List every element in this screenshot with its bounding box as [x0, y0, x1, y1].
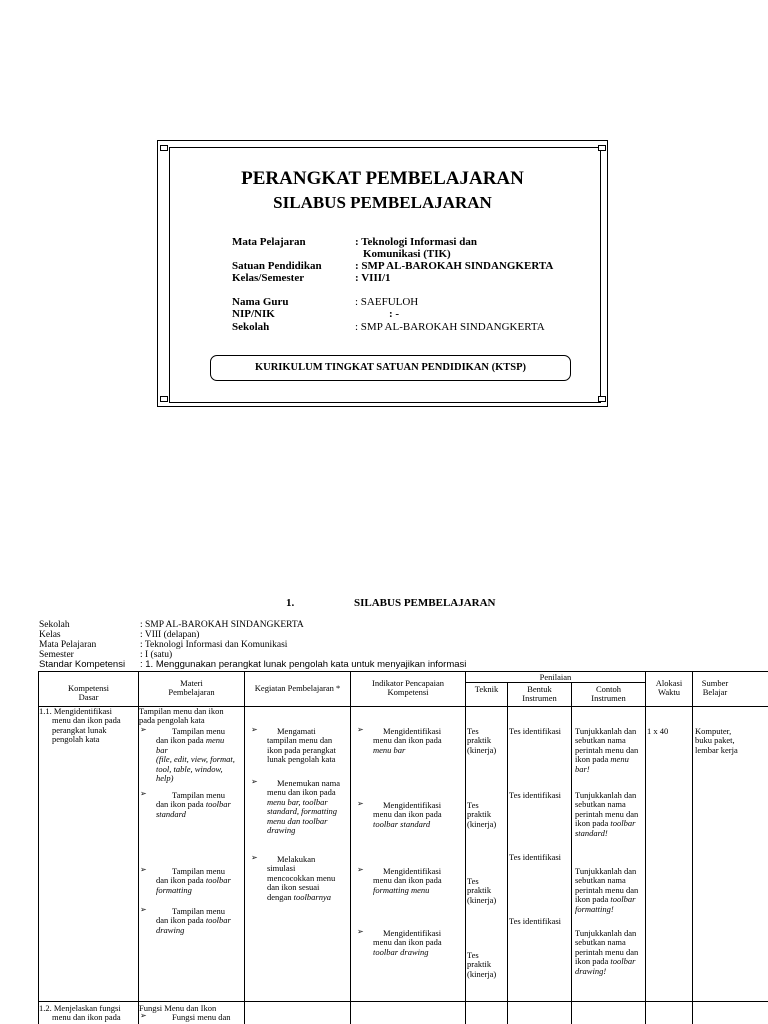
kegiatan-line: mencocokkan menu — [267, 872, 336, 883]
info-guru-value: : SAEFULOH — [355, 296, 419, 308]
contoh-a — [575, 727, 645, 774]
teknik-line: Tes — [467, 800, 479, 810]
meta-semester-label: Semester — [39, 650, 74, 660]
contoh-c — [575, 867, 645, 914]
table-rule — [571, 682, 572, 1024]
indikator-item-d — [373, 929, 465, 957]
header-bentuk — [508, 685, 571, 704]
bentuk-b: Tes identifikasi — [509, 790, 562, 800]
bullet-arrow-icon: ➢ — [357, 799, 364, 808]
kegiatan-item-c — [267, 855, 350, 902]
materi-line: dan ikon pada — [156, 735, 204, 746]
materi-cell-2-item: Fungsi menu dan — [172, 1012, 231, 1022]
indikator-italic: formatting menu — [373, 884, 430, 895]
contoh-line: perintah menu dan — [575, 808, 639, 819]
materi-line: Tampilan menu — [172, 726, 225, 736]
table-rule — [350, 671, 351, 1024]
info-kelas-value: : VIII/1 — [355, 272, 391, 284]
meta-semester-value: : I (satu) — [140, 650, 173, 660]
kd-line: pengolah kata — [52, 734, 100, 745]
bullet-arrow-icon: ➢ — [251, 725, 258, 734]
section-title: SILABUS PEMBELAJARAN — [354, 597, 496, 609]
indikator-line: menu dan ikon pada — [373, 937, 442, 948]
table-rule — [38, 671, 768, 672]
indikator-item-b — [373, 801, 465, 829]
header-kd-line2: Dasar — [78, 692, 99, 703]
kegiatan-italic: menu bar, toolbar — [267, 796, 328, 807]
contoh-italic: drawing! — [575, 965, 607, 976]
header-alokasi-line2: Waktu — [658, 687, 680, 698]
materi-item-a — [156, 727, 244, 783]
header-contoh — [572, 685, 645, 704]
meta-mapel-value: : Teknologi Informasi dan Komunikasi — [140, 640, 288, 650]
materi-italic: toolbar — [205, 875, 231, 886]
teknik-line: (kinerja) — [467, 894, 497, 905]
bullet-arrow-icon: ➢ — [251, 777, 258, 786]
header-sumber-line1: Sumber — [701, 678, 729, 688]
teknik-d — [467, 951, 507, 979]
kegiatan-line: Menemukan nama — [277, 778, 341, 788]
sumber-line: buku paket, — [695, 735, 735, 746]
header-kd — [39, 684, 138, 703]
kegiatan-line: simulasi — [267, 863, 296, 874]
materi-cell-2: Fungsi Menu dan Ikon — [139, 1003, 217, 1013]
contoh-italic: formatting! — [575, 903, 614, 914]
contoh-line: perintah menu dan — [575, 744, 639, 755]
contoh-line: sebutkan nama — [575, 735, 626, 746]
table-rule — [38, 1001, 768, 1002]
contoh-line: sebutkan nama — [575, 799, 626, 810]
materi-italic: toolbar — [205, 799, 231, 810]
kegiatan-line: lunak pengolah kata — [267, 754, 336, 765]
indikator-line: menu dan ikon pada — [373, 875, 442, 886]
teknik-line: praktik — [467, 809, 492, 820]
bentuk-d: Tes identifikasi — [509, 916, 562, 926]
materi-italic: menu — [205, 735, 225, 746]
materi-line: dan ikon pada — [156, 875, 204, 886]
teknik-line: Tes — [467, 876, 479, 886]
kegiatan-line: dan ikon sesuai — [267, 882, 320, 893]
info-mapel-value: : Teknologi Informasi dan — [355, 236, 477, 248]
kegiatan-line: dengan — [267, 891, 292, 902]
indikator-italic: toolbar drawing — [373, 946, 429, 957]
contoh-line: sebutkan nama — [575, 875, 626, 886]
info-kelas-label: Kelas/Semester — [232, 272, 305, 284]
header-alokasi — [646, 679, 692, 698]
bentuk-c: Tes identifikasi — [509, 852, 562, 862]
kegiatan-line: menu dan ikon pada — [267, 787, 336, 798]
info-guru-label: Nama Guru — [232, 296, 289, 308]
bullet-arrow-icon: ➢ — [140, 1011, 147, 1020]
table-rule — [507, 682, 508, 1024]
meta-sk-label: Standar Kompetensi — [39, 659, 126, 670]
frame-corner — [160, 396, 168, 402]
materi-item-b — [156, 791, 244, 819]
indikator-line: Mengidentifikasi — [383, 800, 442, 810]
meta-kelas-value: : VIII (delapan) — [140, 630, 200, 640]
meta-kelas-label: Kelas — [39, 630, 61, 640]
frame-corner — [598, 145, 606, 151]
sumber-line: Komputer, — [695, 726, 732, 736]
indikator-line: menu dan ikon pada — [373, 809, 442, 820]
contoh-line: ikon pada — [575, 956, 609, 967]
kd-line: 1.2. Menjelaskan fungsi — [39, 1003, 121, 1013]
frame-corner — [598, 396, 606, 402]
kd-line: menu dan ikon pada — [52, 1012, 121, 1023]
contoh-line: Tunjukkanlah dan — [575, 726, 637, 736]
indikator-line: Mengidentifikasi — [383, 726, 442, 736]
materi-italic: formatting — [156, 884, 192, 895]
kd-line: 1.1. Mengidentifikasi — [39, 706, 112, 716]
contoh-italic: toolbar — [610, 818, 636, 829]
table-rule — [645, 671, 646, 1024]
indikator-italic: toolbar standard — [373, 818, 431, 829]
cover-subtitle: SILABUS PEMBELAJARAN — [273, 193, 492, 212]
kd-cell-1 — [39, 707, 138, 745]
contoh-line: ikon pada — [575, 754, 609, 765]
teknik-line: praktik — [467, 735, 492, 746]
materi-italic: drawing — [156, 924, 185, 935]
kegiatan-italic: menu dan toolbar — [267, 815, 328, 826]
teknik-c — [467, 877, 507, 905]
sumber-belajar — [695, 727, 768, 755]
bullet-arrow-icon: ➢ — [140, 905, 147, 914]
header-kegiatan: Kegiatan Pembelajaran * — [254, 683, 341, 693]
section-number: 1. — [286, 597, 295, 609]
indikator-line: Mengidentifikasi — [383, 928, 442, 938]
contoh-d — [575, 929, 645, 976]
teknik-line: praktik — [467, 885, 492, 896]
kd-cell-2 — [39, 1004, 138, 1023]
kegiatan-italic: drawing — [267, 825, 296, 836]
contoh-b — [575, 791, 645, 838]
info-satuan-value: : SMP AL-BAROKAH SINDANGKERTA — [355, 260, 554, 272]
meta-sekolah-label: Sekolah — [39, 620, 70, 630]
materi-italic: help) — [156, 773, 174, 784]
kurikulum-box: KURIKULUM TINGKAT SATUAN PENDIDIKAN (KTSP) — [210, 355, 571, 381]
table-rule — [465, 671, 466, 1024]
info-nip-value: : - — [389, 308, 400, 320]
teknik-a — [467, 727, 507, 755]
header-indikator — [351, 679, 465, 698]
materi-line: dan ikon pada — [156, 915, 204, 926]
header-penilaian: Penilaian — [539, 672, 572, 682]
materi-intro — [139, 707, 244, 726]
contoh-italic: toolbar — [610, 894, 636, 905]
header-teknik: Teknik — [474, 684, 499, 694]
materi-italic: tool, table, window, — [156, 763, 223, 774]
teknik-line: Tes — [467, 726, 479, 736]
info-satuan-label: Satuan Pendidikan — [232, 260, 322, 272]
kegiatan-italic: toolbarnya — [293, 891, 331, 902]
table-rule — [244, 671, 245, 1024]
contoh-italic: standard! — [575, 827, 608, 838]
contoh-line: perintah menu dan — [575, 946, 639, 957]
teknik-line: (kinerja) — [467, 968, 497, 979]
materi-italic: toolbar — [205, 915, 231, 926]
materi-line: Tampilan menu — [172, 906, 225, 916]
header-bentuk-line2: Instrumen — [522, 693, 557, 704]
header-indikator-line2: Kompetensi — [387, 687, 429, 698]
header-sumber — [693, 679, 737, 698]
sumber-line: lembar kerja — [695, 744, 738, 755]
materi-item-c — [156, 867, 244, 895]
materi-line: Tampilan menu dan ikon — [139, 706, 224, 716]
bullet-arrow-icon: ➢ — [357, 865, 364, 874]
contoh-line: sebutkan nama — [575, 937, 626, 948]
materi-line: Tampilan menu — [172, 790, 225, 800]
kegiatan-line: ikon pada perangkat — [267, 744, 336, 755]
contoh-italic: toolbar — [610, 956, 636, 967]
info-mapel-value-2: Komunikasi (TIK) — [363, 248, 451, 260]
contoh-line: ikon pada — [575, 894, 609, 905]
header-materi-line2: Pembelajaran — [168, 687, 215, 698]
kegiatan-line: Melakukan — [277, 854, 316, 864]
kegiatan-item-b — [267, 779, 350, 835]
header-kd-line1: Kompetensi — [67, 683, 110, 693]
header-contoh-line1: Contoh — [595, 684, 622, 694]
contoh-line: ikon pada — [575, 818, 609, 829]
info-mapel-label: Mata Pelajaran — [232, 236, 306, 248]
kegiatan-italic: standard, formatting — [267, 806, 338, 817]
materi-italic: (file, edit, view, format, — [156, 754, 235, 765]
header-materi — [139, 679, 244, 698]
materi-line: dan ikon pada — [156, 799, 204, 810]
bentuk-a: Tes identifikasi — [509, 726, 562, 736]
info-sekolah-label: Sekolah — [232, 321, 270, 333]
indikator-item-c — [373, 867, 465, 895]
materi-item-d — [156, 907, 244, 935]
info-sekolah-value: : SMP AL-BAROKAH SINDANGKERTA — [355, 321, 545, 333]
indikator-line: Mengidentifikasi — [383, 866, 442, 876]
header-sumber-line2: Belajar — [702, 687, 728, 698]
kegiatan-item-a — [267, 727, 350, 765]
kegiatan-line: Mengamati — [277, 726, 316, 736]
bullet-arrow-icon: ➢ — [140, 725, 147, 734]
bullet-arrow-icon: ➢ — [140, 865, 147, 874]
materi-line: Tampilan menu — [172, 866, 225, 876]
materi-italic: bar — [156, 744, 168, 755]
header-indikator-line1: Indikator Pencapaian — [372, 678, 444, 688]
bullet-arrow-icon: ➢ — [251, 853, 258, 862]
materi-line: pada pengolah kata — [139, 715, 205, 726]
contoh-line: Tunjukkanlah dan — [575, 928, 637, 938]
bullet-arrow-icon: ➢ — [357, 725, 364, 734]
indikator-italic: menu bar — [373, 744, 406, 755]
indikator-item-a — [373, 727, 465, 755]
header-contoh-line2: Instrumen — [591, 693, 626, 704]
contoh-italic: bar! — [575, 763, 590, 774]
info-nip-label: NIP/NIK — [232, 308, 275, 320]
meta-mapel-label: Mata Pelajaran — [39, 640, 97, 650]
teknik-line: praktik — [467, 959, 492, 970]
kegiatan-line: tampilan menu dan — [267, 735, 333, 746]
contoh-line: Tunjukkanlah dan — [575, 790, 637, 800]
header-bentuk-line1: Bentuk — [527, 684, 552, 694]
cover-title: PERANGKAT PEMBELAJARAN — [241, 168, 524, 189]
header-materi-line1: Materi — [180, 678, 203, 688]
header-alokasi-line1: Alokasi — [655, 678, 683, 688]
teknik-line: Tes — [467, 950, 479, 960]
bullet-arrow-icon: ➢ — [357, 927, 364, 936]
indikator-line: menu dan ikon pada — [373, 735, 442, 746]
meta-sk-value: : 1. Menggunakan perangkat lunak pengolah kata untuk menyajikan informasi — [140, 659, 467, 670]
bullet-arrow-icon: ➢ — [140, 789, 147, 798]
teknik-line: (kinerja) — [467, 818, 497, 829]
contoh-line: perintah menu dan — [575, 884, 639, 895]
alokasi-value: 1 x 40 — [647, 726, 669, 736]
teknik-b — [467, 801, 507, 829]
frame-corner — [160, 145, 168, 151]
kd-line: menu dan ikon pada — [52, 715, 121, 726]
materi-italic: standard — [156, 808, 186, 819]
contoh-italic: menu — [610, 754, 629, 765]
teknik-line: (kinerja) — [467, 744, 497, 755]
table-rule — [692, 671, 693, 1024]
contoh-line: Tunjukkanlah dan — [575, 866, 637, 876]
meta-sekolah-value: : SMP AL-BAROKAH SINDANGKERTA — [140, 620, 304, 630]
kd-line: perangkat lunak — [52, 724, 107, 735]
